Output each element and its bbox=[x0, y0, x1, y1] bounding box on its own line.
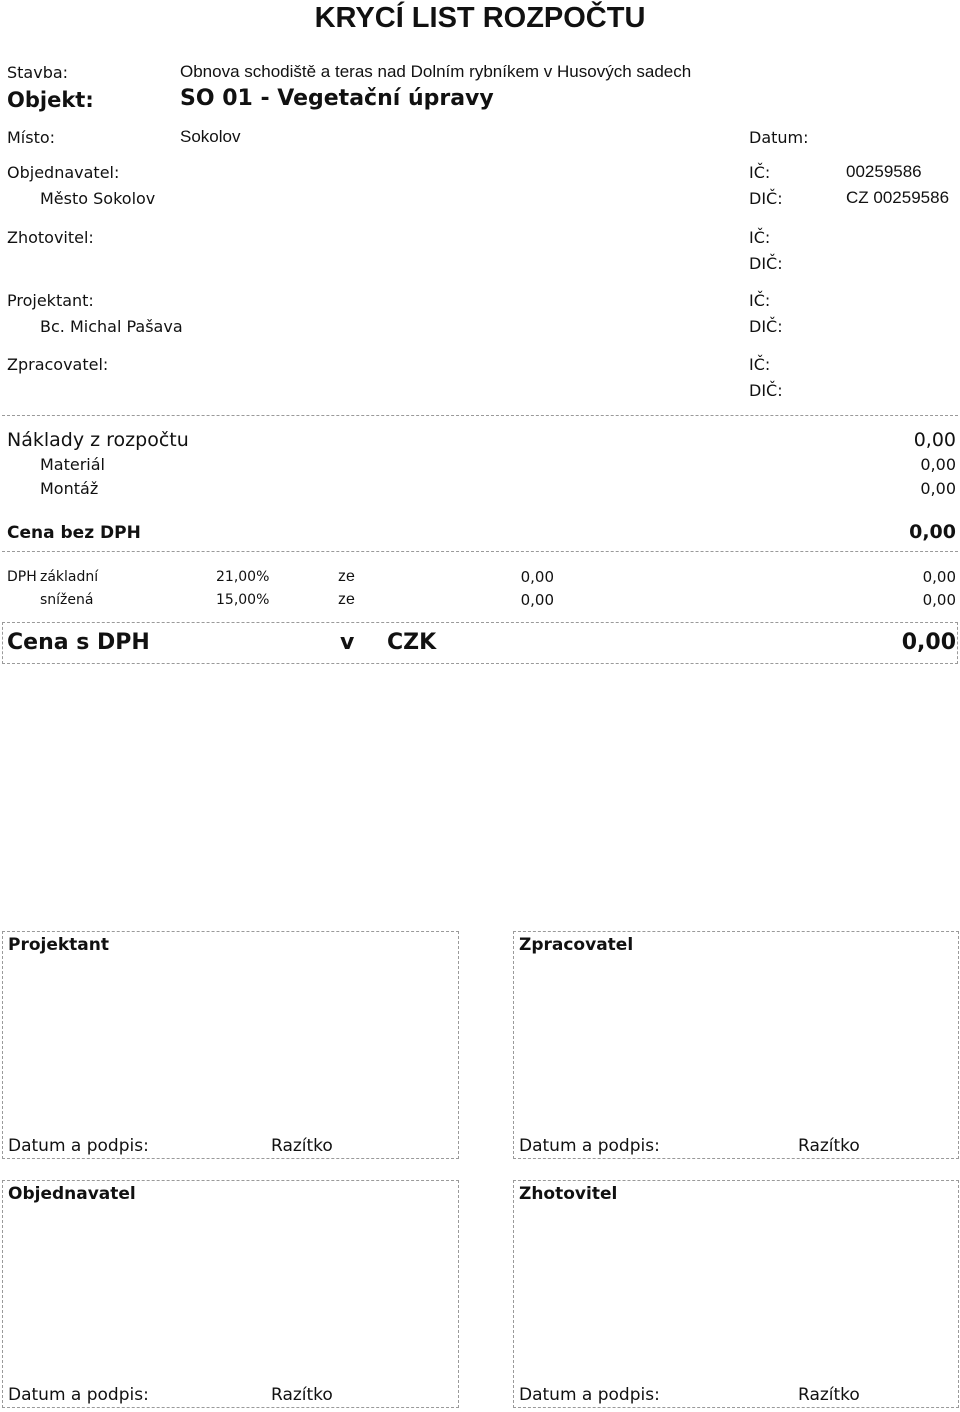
objednavatel-dic-value: CZ 00259586 bbox=[846, 188, 950, 207]
zhotovitel-signature-title: Zhotovitel bbox=[519, 1184, 618, 1204]
objednavatel-label: Objednavatel: bbox=[7, 163, 120, 182]
dph-snizena-ze: ze bbox=[338, 591, 355, 608]
objednavatel-razitko: Razítko bbox=[271, 1385, 333, 1405]
projektant-dic-label: DIČ: bbox=[749, 317, 783, 336]
dph-zakladni-ze: ze bbox=[338, 568, 355, 585]
zpracovatel-label: Zpracovatel: bbox=[7, 355, 109, 374]
naklady-value: 0,00 bbox=[913, 429, 956, 451]
zpracovatel-dic-label: DIČ: bbox=[749, 381, 783, 400]
zhotovitel-dic-label: DIČ: bbox=[749, 254, 783, 273]
objednavatel-ic-value: 00259586 bbox=[846, 162, 922, 181]
misto-value: Sokolov bbox=[180, 127, 241, 146]
zpracovatel-signature-title: Zpracovatel bbox=[519, 935, 634, 955]
zhotovitel-signature-box bbox=[513, 1180, 959, 1408]
projektant-signature-box bbox=[2, 931, 459, 1159]
dph-snizena-rate: 15,00% bbox=[216, 592, 270, 608]
zpracovatel-signature-box bbox=[513, 931, 959, 1159]
material-label: Materiál bbox=[40, 455, 105, 474]
divider-cena-bez-dph bbox=[2, 551, 958, 552]
datum-label: Datum: bbox=[749, 128, 809, 147]
objednavatel-ic-label: IČ: bbox=[749, 163, 771, 182]
cena-bez-dph-value: 0,00 bbox=[909, 521, 956, 543]
projektant-razitko: Razítko bbox=[271, 1136, 333, 1156]
naklady-label: Náklady z rozpočtu bbox=[7, 429, 189, 451]
cena-s-dph-value: 0,00 bbox=[901, 630, 956, 655]
projektant-datum-podpis: Datum a podpis: bbox=[8, 1136, 149, 1156]
dph-zakladni-label: základní bbox=[40, 569, 99, 585]
objednavatel-signature-box bbox=[2, 1180, 459, 1408]
objednavatel-name: Město Sokolov bbox=[40, 189, 156, 208]
divider-top bbox=[2, 415, 958, 416]
dph-zakladni-value: 0,00 bbox=[922, 568, 956, 586]
montaz-value: 0,00 bbox=[920, 479, 956, 498]
dph-zakladni-base: 0,00 bbox=[520, 568, 554, 586]
projektant-ic-label: IČ: bbox=[749, 291, 771, 310]
zpracovatel-razitko: Razítko bbox=[798, 1136, 860, 1156]
projektant-label: Projektant: bbox=[7, 291, 94, 310]
dph-label: DPH bbox=[7, 569, 37, 585]
projektant-signature-title: Projektant bbox=[8, 935, 110, 955]
stavba-label: Stavba: bbox=[7, 63, 69, 82]
zpracovatel-datum-podpis: Datum a podpis: bbox=[519, 1136, 660, 1156]
objednavatel-signature-title: Objednavatel bbox=[8, 1184, 136, 1204]
zhotovitel-razitko: Razítko bbox=[798, 1385, 860, 1405]
objekt-value: SO 01 - Vegetační úpravy bbox=[180, 86, 494, 111]
montaz-label: Montáž bbox=[40, 479, 99, 498]
cena-bez-dph-label: Cena bez DPH bbox=[7, 523, 141, 543]
misto-label: Místo: bbox=[7, 128, 56, 147]
dph-zakladni-rate: 21,00% bbox=[216, 569, 270, 585]
projektant-name: Bc. Michal Pašava bbox=[40, 317, 183, 336]
cena-s-dph-currency: CZK bbox=[387, 630, 437, 655]
cena-s-dph-v: v bbox=[340, 630, 355, 655]
zpracovatel-ic-label: IČ: bbox=[749, 355, 771, 374]
stavba-value: Obnova schodiště a teras nad Dolním rybníkem v Husových sadech bbox=[180, 62, 692, 81]
zhotovitel-ic-label: IČ: bbox=[749, 228, 771, 247]
cena-s-dph-label: Cena s DPH bbox=[7, 630, 150, 655]
objekt-label: Objekt: bbox=[7, 88, 94, 112]
material-value: 0,00 bbox=[920, 455, 956, 474]
dph-snizena-base: 0,00 bbox=[520, 591, 554, 609]
zhotovitel-datum-podpis: Datum a podpis: bbox=[519, 1385, 660, 1405]
objednavatel-dic-label: DIČ: bbox=[749, 189, 783, 208]
objednavatel-datum-podpis: Datum a podpis: bbox=[8, 1385, 149, 1405]
dph-snizena-value: 0,00 bbox=[922, 591, 956, 609]
dph-snizena-label: snížená bbox=[40, 592, 94, 608]
zhotovitel-label: Zhotovitel: bbox=[7, 228, 94, 247]
page-title: KRYCÍ LIST ROZPOČTU bbox=[314, 2, 646, 34]
